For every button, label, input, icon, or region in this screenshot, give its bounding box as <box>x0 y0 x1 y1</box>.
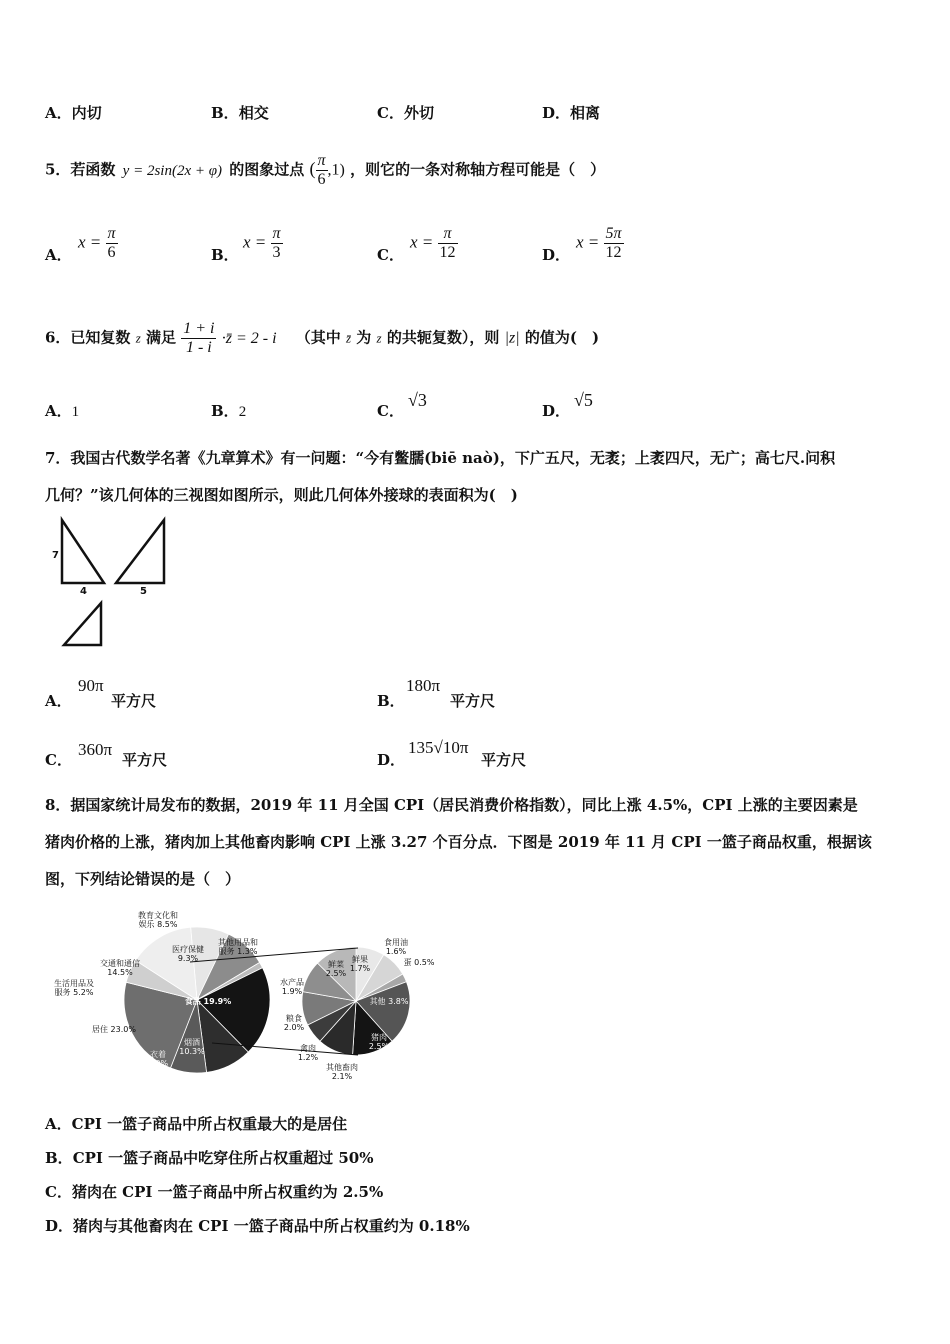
q5-option-c-math: x = $\frac{\pi}{12}$ <box>410 225 456 261</box>
q6-z: z <box>376 330 382 346</box>
pie-label-0-7: 生活用品及服务 5.2% <box>54 979 94 997</box>
q7-option-b-unit: 平方尺 <box>450 692 496 710</box>
q5-stem-text: ，则它的一条对称轴方程可能是（ ） <box>350 160 606 179</box>
q6-stem-text: 的值为( ) <box>524 328 600 347</box>
pie-label-0-4: 烟酒 10.3% <box>179 1038 205 1056</box>
q6-stem-text: 满足 <box>145 328 176 347</box>
q7-option-a-unit: 平方尺 <box>111 692 157 710</box>
q4-option-c <box>377 102 434 123</box>
pie-label-1-5: 其他畜肉 2.1% <box>326 1063 358 1081</box>
q4-option-b <box>211 102 269 123</box>
q8-option-c: C．猪肉在 CPI 一篮子商品中所占权重约为 2.5% <box>45 1183 384 1201</box>
base2-label: 5 <box>140 586 147 597</box>
q6-option-a: A．1 <box>45 402 80 420</box>
pie-label-1-4: 猪肉 2.5% <box>368 1033 390 1051</box>
pie-label-1-0: 鲜果 1.7% <box>349 955 371 973</box>
pie-label-1-3: 其他 3.8% <box>369 997 409 1006</box>
q5-stem: 5．若函数 y = 2sin(2x + φ) 的图象过点 ( $\frac{\pi}{6}$ ,1) ，则它的一条对称轴方程可能是（ ） <box>45 152 606 188</box>
q5-option-a-math: x = $\frac{\pi}{6}$ <box>78 225 116 261</box>
q8-option-a: A．CPI 一篮子商品中所占权重最大的是居住 <box>45 1115 348 1133</box>
front-view-triangle <box>62 520 104 583</box>
q6-stem-text: 为 <box>356 328 372 347</box>
q5-option-d-letter: D． <box>542 246 571 264</box>
q6-z: z <box>135 330 141 346</box>
q5-option-c-letter: C． <box>377 246 404 264</box>
q7-stem-line2: 几何？”该几何体的三视图如图所示，则此几何体外接球的表面积为( ) <box>45 486 518 504</box>
option-text: 相离 <box>570 104 601 122</box>
q7-option-d-letter: D． <box>377 751 406 769</box>
q6-option-b: B．2 <box>211 402 247 420</box>
q8-stem-line1: 8．据国家统计局发布的数据，2019 年 11 月全国 CPI（居民消费价格指数），同比上涨 4.5%，CPI 上涨的主要因素是 <box>45 796 858 814</box>
option-text: 外切 <box>403 104 434 122</box>
option-letter: A． <box>45 104 72 122</box>
q6-stem-text: 的共轭复数），则 <box>386 328 500 347</box>
cpi-pie-charts <box>40 900 460 1085</box>
q4-option-d <box>542 102 600 123</box>
q8-option-d: D．猪肉与其他畜肉在 CPI 一篮子商品中所占权重约为 0.18% <box>45 1217 470 1235</box>
q7-option-b-letter: B． <box>377 692 405 710</box>
q7-option-d-value: 135√10π <box>408 738 469 757</box>
q6-fraction: $\frac{1 + i}{1 - i}$ <box>183 320 215 356</box>
option-text: 内切 <box>71 104 102 122</box>
q5-option-b-letter: B． <box>211 246 239 264</box>
q8-option-b: B．CPI 一篮子商品中吃穿住所占权重超过 50% <box>45 1149 374 1167</box>
option-letter: D． <box>542 104 571 122</box>
base1-label: 4 <box>80 586 87 597</box>
pie-label-1-8: 水产品 1.9% <box>280 978 304 996</box>
pie-label-0-0: 教育文化和娱乐 8.5% <box>138 911 178 929</box>
q6-option-c-value: √3 <box>408 390 427 410</box>
pie-label-0-8: 交通和通信 14.5% <box>100 959 140 977</box>
q4-option-a <box>45 102 102 123</box>
q6-stem <box>45 320 599 357</box>
height-label: 7 <box>52 550 59 561</box>
q8-stem-line2: 猪肉价格的上涨，猪肉加上其他畜肉影响 CPI 上涨 3.27 个百分点．下图是 2019 年 11 月 CPI 一篮子商品权重，根据该 <box>45 833 872 851</box>
top-view-triangle <box>64 603 101 645</box>
q6-option-c-letter: C． <box>377 402 404 420</box>
q5-point-fraction: $\frac{\pi}{6}$ <box>317 152 326 188</box>
q5-stem-text: 的图象过点 <box>229 160 305 179</box>
side-view-triangle <box>116 520 164 583</box>
q6-zbar: z̄ <box>346 330 352 346</box>
q7-option-b-value: 180π <box>406 676 441 695</box>
pie-label-1-6: 禽肉 1.2% <box>297 1044 319 1062</box>
q6-stem-text: （其中 <box>295 328 341 347</box>
q7-option-c-value: 360π <box>78 740 113 759</box>
option-text: 相交 <box>238 104 269 122</box>
pie-label-1-7: 粮食 2.0% <box>283 1014 305 1032</box>
q7-option-a-value: 90π <box>78 676 104 695</box>
pie-label-0-5: 衣着 8.0% <box>147 1050 169 1068</box>
q5-option-b-math: x = $\frac{\pi}{3}$ <box>243 225 281 261</box>
three-view-figure <box>48 515 173 655</box>
q5-point-rest: ,1) <box>327 161 345 179</box>
q7-stem-line1: 7．我国古代数学名著《九章算术》有一问题：“今有鳖臑(biē naò)，下广五尺，无袤；上袤四尺，无广；高七尺.问积 <box>45 449 836 467</box>
q6-expression: ·z̄ = 2 - i <box>221 329 277 347</box>
pie-label-1-9: 鲜菜 2.5% <box>325 960 347 978</box>
q6-option-d-value: √5 <box>574 390 593 410</box>
q5-stem-text: 5．若函数 <box>45 160 116 179</box>
pie-label-0-1: 医疗保健 9.3% <box>172 945 204 963</box>
q5-function: y = 2sin(2x + φ) <box>122 162 223 179</box>
pie-label-0-6: 居住 23.0% <box>92 1025 136 1034</box>
q6-stem-text: 6．已知复数 <box>45 328 131 347</box>
q7-option-a-letter: A． <box>45 692 72 710</box>
option-letter: C． <box>377 104 404 122</box>
pie-label-0-3: 食品 19.9% <box>184 997 232 1006</box>
pie-label-1-1: 食用油 1.6% <box>384 938 408 956</box>
q7-option-c-unit: 平方尺 <box>122 751 168 769</box>
q6-abs-z: |z| <box>504 329 520 347</box>
q6-option-d-letter: D． <box>542 402 571 420</box>
pie-label-0-2: 其他用品和服务 1.3% <box>218 938 258 956</box>
q8-stem-line3: 图，下列结论错误的是（ ） <box>45 870 241 888</box>
q7-option-c-letter: C． <box>45 751 72 769</box>
pie-label-1-2: 蛋 0.5% <box>403 958 435 967</box>
option-letter: B． <box>211 104 239 122</box>
q7-option-d-unit: 平方尺 <box>481 751 527 769</box>
q5-option-d-math: x = $\frac{5\pi}{12}$ <box>576 225 622 261</box>
q5-option-a-letter: A． <box>45 246 72 264</box>
